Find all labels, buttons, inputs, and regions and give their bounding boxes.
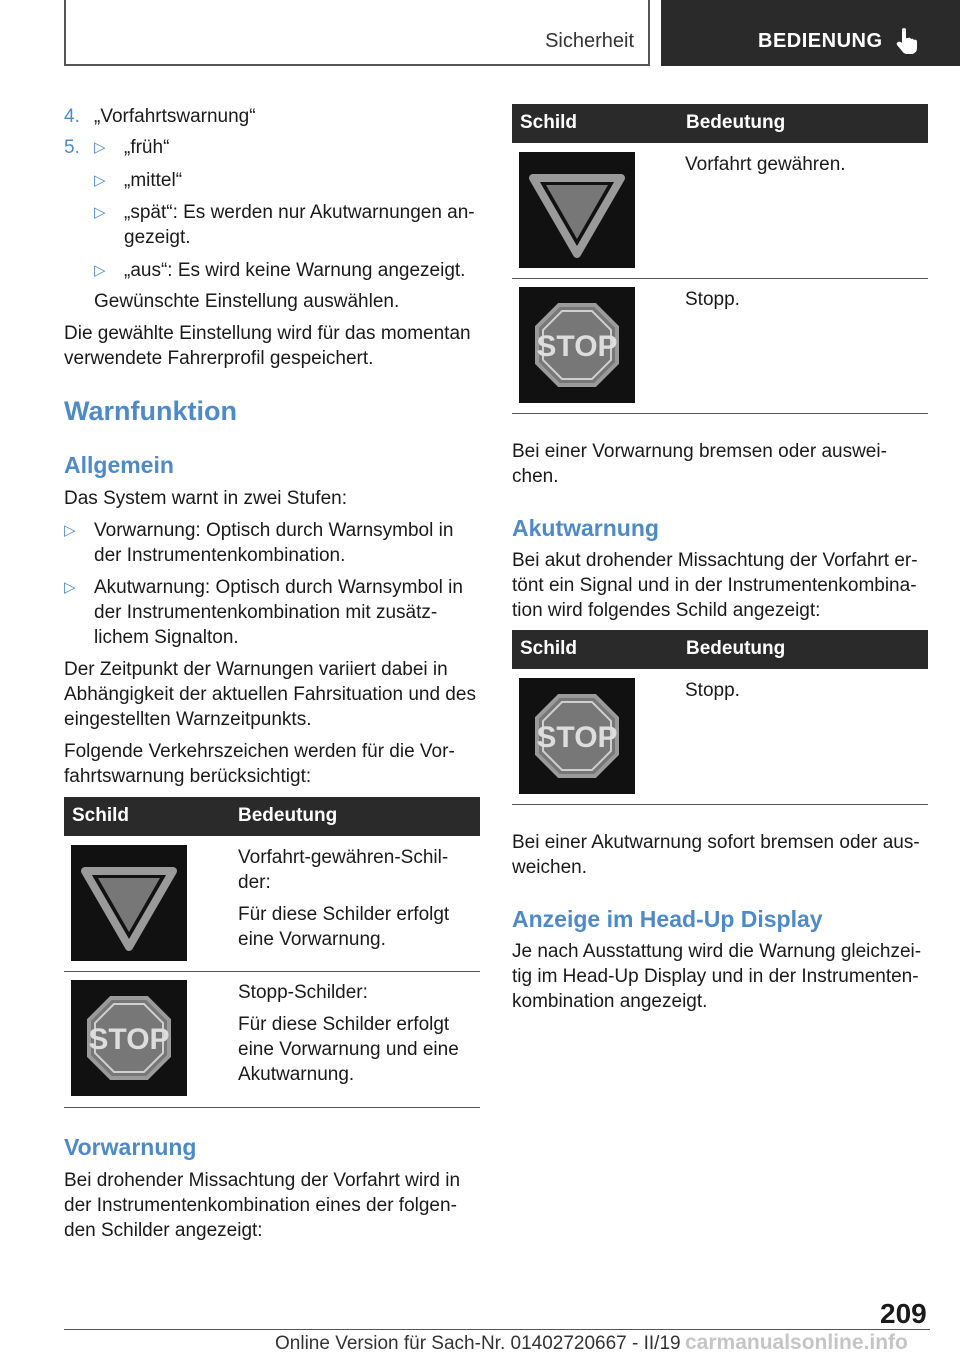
svg-text:STOP: STOP [88, 1023, 170, 1056]
bullet-triangle-icon: ▷ [94, 204, 106, 221]
table-header [512, 630, 928, 669]
stop-sign-icon [519, 287, 635, 403]
signs-line1: Folgende Verkehrszeichen werden für die Vor- [64, 741, 455, 762]
pre-brake-line2: chen. [512, 466, 559, 487]
table-cell: Vorfahrt-gewähren-Schil- [238, 847, 449, 868]
timing-line2: Abhängigkeit der aktuellen Fahrsituation und des [64, 684, 476, 705]
timing-line1: Der Zeitpunkt der Warnungen variiert dabei in [64, 659, 448, 680]
bullet-acute-line2: der Instrumentenkombination mit zusätz- [94, 602, 438, 623]
yield-sign-icon [519, 152, 635, 268]
acute-brake-line1: Bei einer Akutwarnung sofort bremsen oder aus- [512, 832, 920, 853]
svg-text:STOP: STOP [536, 721, 618, 754]
column-header-meaning: Bedeutung [686, 638, 786, 659]
list-number-4: 4. [64, 106, 80, 127]
option-off: „aus“: Es wird keine Warnung angezeigt. [124, 260, 466, 281]
hud-line1: Je nach Ausstattung wird die Warnung gleichzei- [512, 941, 922, 962]
svg-text:STOP: STOP [536, 330, 618, 363]
table-cell: Akutwarnung. [238, 1064, 355, 1085]
stop-sign-image [519, 287, 635, 403]
hud-line2: tig im Head-Up Display und in der Instrumenten- [512, 966, 919, 987]
header-section-box [64, 0, 650, 66]
section-title: Sicherheit [545, 30, 634, 52]
column-header-sign: Schild [72, 805, 130, 826]
stop-sign-icon [71, 980, 187, 1096]
acute-line3: tion wird folgendes Schild angezeigt: [512, 600, 821, 621]
pre-line2: der Instrumentenkombination eines der folgen- [64, 1195, 457, 1216]
table-cell: Vorfahrt gewähren. [685, 154, 846, 175]
heading-allgemein: Allgemein [64, 452, 174, 478]
saved-line2: verwendete Fahrerprofil gespeichert. [64, 348, 374, 369]
footer-rule [64, 1329, 930, 1330]
header-chapter-box [661, 0, 960, 66]
acute-line2: tönt ein Signal und in der Instrumentenkombina- [512, 575, 917, 596]
table-cell: der: [238, 872, 271, 893]
list-item-4: „Vorfahrtswarnung“ [94, 106, 256, 127]
heading-warnfunktion: Warnfunktion [64, 396, 237, 426]
table-cell: eine Vorwarnung. [238, 929, 386, 950]
choose-setting: Gewünschte Einstellung auswählen. [94, 291, 400, 312]
option-late-line2: gezeigt. [124, 227, 191, 248]
list-number-5: 5. [64, 137, 80, 158]
bullet-triangle-icon: ▷ [94, 262, 106, 279]
heading-akutwarnung: Akutwarnung [512, 515, 659, 541]
pre-line3: den Schilder angezeigt: [64, 1220, 263, 1241]
table-cell: Für diese Schilder erfolgt [238, 1014, 450, 1035]
pre-line1: Bei drohender Missachtung der Vorfahrt wird in [64, 1170, 461, 1191]
option-early: „früh“ [124, 137, 170, 158]
stop-sign-image [519, 678, 635, 794]
watermark: carmanualsonline.info [685, 1331, 908, 1354]
table-cell: Für diese Schilder erfolgt [238, 904, 450, 925]
table-cell: eine Vorwarnung und eine [238, 1039, 459, 1060]
heading-head-up-display: Anzeige im Head-Up Display [512, 906, 823, 932]
table-cell: Stopp. [685, 289, 740, 310]
bullet-prewarning-line1: Vorwarnung: Optisch durch Warnsymbol in [94, 520, 454, 541]
stop-sign-icon [519, 678, 635, 794]
row-divider [512, 413, 928, 414]
row-divider [512, 804, 928, 805]
bullet-triangle-icon: ▷ [64, 579, 76, 596]
column-header-sign: Schild [520, 638, 578, 659]
column-header-meaning: Bedeutung [238, 805, 338, 826]
bullet-triangle-icon: ▷ [94, 139, 106, 156]
two-levels: Das System warnt in zwei Stufen: [64, 488, 347, 509]
saved-line1: Die gewählte Einstellung wird für das momentan [64, 323, 471, 344]
bullet-triangle-icon: ▷ [64, 522, 76, 539]
stop-sign-image [71, 980, 187, 1096]
acute-brake-line2: weichen. [512, 857, 587, 878]
pre-brake-line1: Bei einer Vorwarnung bremsen oder auswei- [512, 441, 887, 462]
row-divider [512, 278, 928, 279]
option-medium: „mittel“ [124, 170, 183, 191]
table-header [64, 797, 480, 836]
bullet-acute-line1: Akutwarnung: Optisch durch Warnsymbol in [94, 577, 463, 598]
column-header-sign: Schild [520, 112, 578, 133]
hand-pointer-icon [895, 26, 921, 54]
table-header [512, 104, 928, 143]
row-divider [64, 1107, 480, 1108]
column-header-meaning: Bedeutung [686, 112, 786, 133]
table-cell: Stopp-Schilder: [238, 982, 368, 1003]
row-divider [64, 971, 480, 972]
option-late-line1: „spät“: Es werden nur Akutwarnungen an- [124, 202, 475, 223]
footer-text: Online Version für Sach-Nr. 01402720667 - II/19 [275, 1333, 681, 1354]
acute-line1: Bei akut drohender Missachtung der Vorfahrt er- [512, 550, 918, 571]
yield-sign-image [519, 152, 635, 268]
bullet-triangle-icon: ▷ [94, 172, 106, 189]
heading-vorwarnung: Vorwarnung [64, 1134, 197, 1160]
signs-line2: fahrtswarnung berücksichtigt: [64, 766, 312, 787]
page-number: 209 [880, 1298, 927, 1329]
chapter-title: BEDIENUNG [758, 30, 883, 52]
hud-line3: kombination angezeigt. [512, 991, 708, 1012]
bullet-acute-line3: lichem Signalton. [94, 627, 239, 648]
bullet-prewarning-line2: der Instrumentenkombination. [94, 545, 346, 566]
yield-sign-icon [71, 845, 187, 961]
yield-sign-image [71, 845, 187, 961]
timing-line3: eingestellten Warnzeitpunkts. [64, 709, 312, 730]
table-cell: Stopp. [685, 680, 740, 701]
